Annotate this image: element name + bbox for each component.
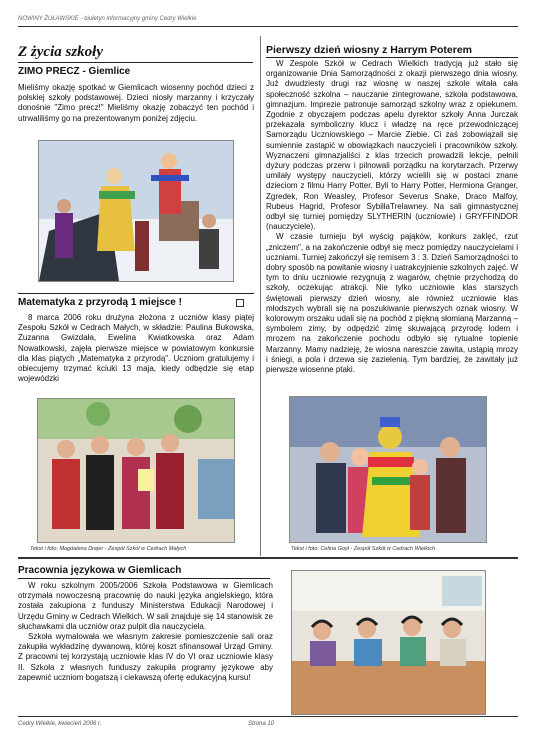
divider-article2 (18, 293, 254, 294)
article3-title: Pierwszy dzień wiosny z Harrym Poterem (266, 44, 472, 56)
article3-caption: Tekst i foto: Celina Goył - Zespół Szkół w Cedrach Wielkich (291, 546, 436, 552)
column-divider (260, 36, 261, 556)
article3-underline (266, 57, 518, 58)
procession-photo (38, 140, 234, 282)
checkbox-icon (236, 299, 244, 307)
article2-text: 8 marca 2006 roku drużyna złożona z uczniów klasy piątej Zespołu Szkół w Cedrach Małych, w składzie: Paulina Bukowska, Zuzanna Gwizdała, Ewelina Kwiatkowska oraz Adam Nowatkowski, zajęła pierwsze miejsce w powiatowym konkursie dla klas piątych „Matematyka z przyrodą". Uczniom gratulujemy i obiecujemy trzymać kciuki 13 maja, kiedy odbędzie się etap wojewódzki (18, 313, 254, 384)
article3-text: W Zespole Szkół w Cedrach Wielkich tradycją już stało się organizowanie Dnia Samorządności z okazji pierwszego dnia wiosny. Już dwudziesty drugi raz wiosnę w naszej szkole witała cała społeczność szkolna – nauczanie zintegrowane, szkoła podstawowa, gimnazjum. Imprezie patronuje samorząd szkolny wraz z opiekunem. Zgodnie z obyczajem podczas apelu dyrektor szkoły Anna Jurczak przekazała symboliczny klucz i władzę na ręce przewodniczącej Samorządu Uczniowskiego – Marcie Ziebie. Ci zaś zobowiązali się sumiennie zastąpić w obowiązkach nauczycieli i pracowników szkoły. Wyznaczeni gimnazjaliści z klas trzecich prowadzili lekcje, pełnili dyżury podczas przerw i pilnowali porządku na korytarzach. Przerwy umilały występy nauczycieli, którzy wcielili się w postaci znane dzieciom z filmu Harry Potter. Byli to Harry Potter, Hermiona Granger, Zgredek, Ron Weasley, Profesor Severus Snake, Draco Malfoy, Rubeus Hagrid, Profesor SybillaTrelawney. Na sali gimnastycznej odbył się turniej pomiędzy SLYTHERIN (uczniowie) i GRYFFINDOR (nauczyciele). W czasie turnieju był wyścig pająków, konkurs zaklęć, rzut „zniczem", a na zakończenie odbył się mecz pomiędzy nauczycielami i uczniami. Turniej zakończył się remisem 3 : 3. Dzień Samorządności to dobry sposób na powitanie wiosny i uatrakcyjnienie szkolnych zajęć. W tym to dniu uczniowie rezygnują z wagarów, chętnie przychodzą do szkoły, oczekując atrakcji. Nie tylko uczniowie klas starszych świętowali pierwszy dzień wiosny, ale również uczniowie klas młodszych wybrali się na poszukiwanie pierwszych oznak wiosny. W kolorowym orszaku udali się na pochód z piękną słomianą Marzanną – symbolem zimy, by odpędzić zimę skuwającą przyrodę lodem i mrozem na zakończenie pochodu odbyło się rytualne topienie Marzanny. Mamy nadzieję, że wiosna nareszcie zawita, ustąpią mrozy i śniegi, a pola i drzewa się zazielenią. Tym bardziej, że zawitały już pierwsze wiosenne ptaki. (266, 59, 518, 375)
page-number: Strona 10 (248, 721, 275, 727)
article2-caption: Tekst i foto: Magdalena Drejer - Zespół Szkół w Cedrach Małych (30, 546, 187, 552)
header-rule (18, 26, 518, 27)
language-lab-photo (291, 570, 486, 715)
bottom-section-rule (18, 557, 518, 559)
footer-rule (18, 716, 518, 717)
article4-underline (18, 578, 270, 579)
article2-title: Matematyka z przyrodą 1 miejsce ! (18, 297, 182, 308)
section-underline (18, 62, 253, 63)
marzanna-photo (289, 396, 487, 543)
running-header: NOWINY ŻUŁAWSKIE - biuletyn informacyjny gminy Cedry Wielkie (18, 16, 197, 22)
footer-left: Cedry Wielkie, kwiecień 2006 r. (18, 721, 102, 727)
article1-text: Mieliśmy okazję spotkać w Giemlicach wiosenny pochód dzieci z polskiej szkoły podstawowej. Dzieci niosły marzanny i krzyczały donośnie "Zimo precz!" Mieliśmy okazję zobaczyć ten pochód i utrwaliliśmy go na prezentowanym poniżej zdjęciu. (18, 83, 254, 123)
section-title: Z życia szkoły (18, 44, 103, 60)
article1-title: ZIMO PRECZ - Giemlice (18, 66, 131, 77)
team-photo (37, 398, 235, 543)
article4-title: Pracownia językowa w Giemlicach (18, 565, 182, 576)
article4-text: W roku szkolnym 2005/2006 Szkoła Podstawowa w Giemlicach otrzymała nowoczesną pracownię do nauki języka angielskiego, która została zakupiona z funduszy Ministerstwa Edukacji Narodowej i Urzędu Gminy w Cedrach Wielkich. W sali znajduje się 14 stanowisk ze słuchawkami dla uczniów oraz pulpit dla nauczyciela. Szkoła wymalowała we własnym zakresie pomieszczenie sali oraz zakupiła wykładzinę dywanową, której koszt sfinansował Urząd Gminy. Z pracowni tej korzystają uczniowie klas IV do VI oraz uczniowie klasy II. Szkoła z własnych funduszy zakupiła programy językowe aby zapewnić uczniom bogatszą i ciekawszą ofertę edukacyjną kursu! (18, 581, 273, 682)
